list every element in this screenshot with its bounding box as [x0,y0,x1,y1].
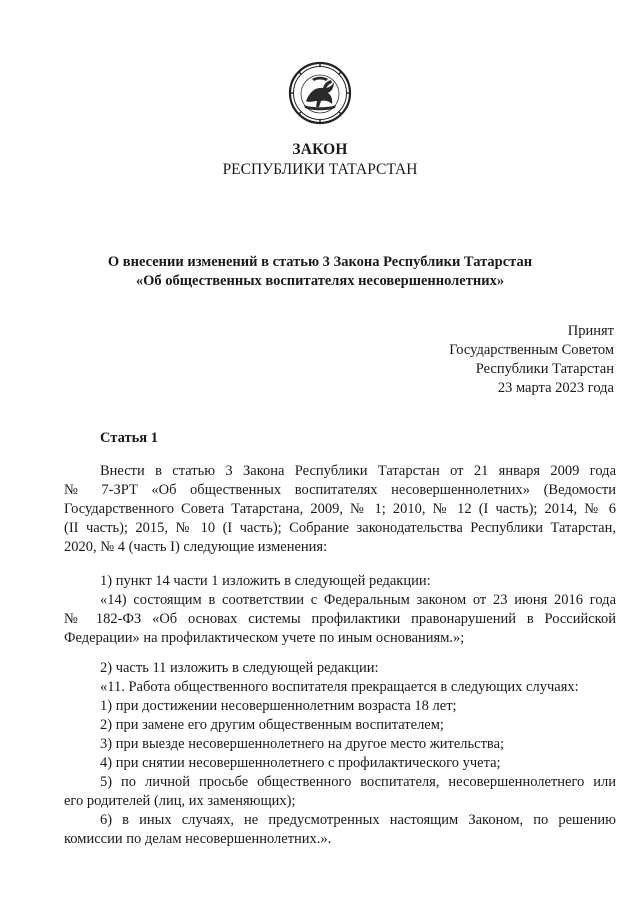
text-line: Внести в статью 3 Закона Республики Татарстан от 21 января 2009 года [100,463,616,479]
text-line: 1) при достижении несовершеннолетним возраста 18 лет; [100,698,457,714]
document-title-line: «Об общественных воспитателях несовершеннолетних» [135,273,505,289]
text-line: 1) пункт 14 части 1 изложить в следующей редакции: [100,573,431,589]
text-line: «14) состоящим в соответствии с Федеральным законом от 23 июня 2016 года [100,592,616,608]
text-line: № 7-ЗРТ «Об общественных воспитателях несовершеннолетних» (Ведомости [64,482,616,498]
adoption-block [449,322,614,398]
adoption-date: 23 марта 2023 года [497,380,614,396]
text-line: 6) в иных случаях, не предусмотренных настоящим Законом, по решению [100,812,616,828]
text-line: 3) при выезде несовершеннолетнего на другое место жительства; [100,736,505,752]
law-title: ЗАКОН [292,141,348,158]
article-heading: Статья 1 [100,430,158,446]
text-line: 2) часть 11 изложить в следующей редакции: [100,660,379,676]
adoption-line: Государственным Советом [449,342,614,358]
adoption-line: Республики Татарстан [475,361,614,377]
article-intro [64,462,616,557]
text-line: 5) по личной просьбе общественного воспитателя, несовершеннолетнего или [100,774,616,790]
text-line: (II часть); 2015, № 10 (I часть); Собрание законодательства Республики Татарстан, [64,520,616,536]
text-line: 2020, № 4 (часть I) следующие изменения: [64,539,328,555]
change-2 [64,659,616,849]
change-1 [64,572,616,648]
law-subtitle: РЕСПУБЛИКИ ТАТАРСТАН [222,161,418,178]
text-line: № 182-ФЗ «Об основах системы профилактики правонарушений в Российской [64,611,616,627]
text-line: Федерации» на профилактическом учете по иным основаниям.»; [64,630,465,646]
coat-of-arms-icon [288,61,352,125]
document-title [0,253,640,291]
text-line: его родителей (лиц, их заменяющих); [64,793,296,809]
text-line: Государственного Совета Татарстана, 2009, № 1; 2010, № 12 (I часть); 2014, № 6 [64,501,616,517]
text-line: комиссии по делам несовершеннолетних.». [64,831,332,847]
text-line: 2) при замене его другим общественным воспитателем; [100,717,444,733]
text-line: «11. Работа общественного воспитателя прекращается в следующих случаях: [100,679,579,695]
adoption-line: Принят [567,323,614,339]
text-line: 4) при снятии несовершеннолетнего с профилактического учета; [100,755,501,771]
document-title-line: О внесении изменений в статью 3 Закона Республики Татарстан [107,254,533,270]
